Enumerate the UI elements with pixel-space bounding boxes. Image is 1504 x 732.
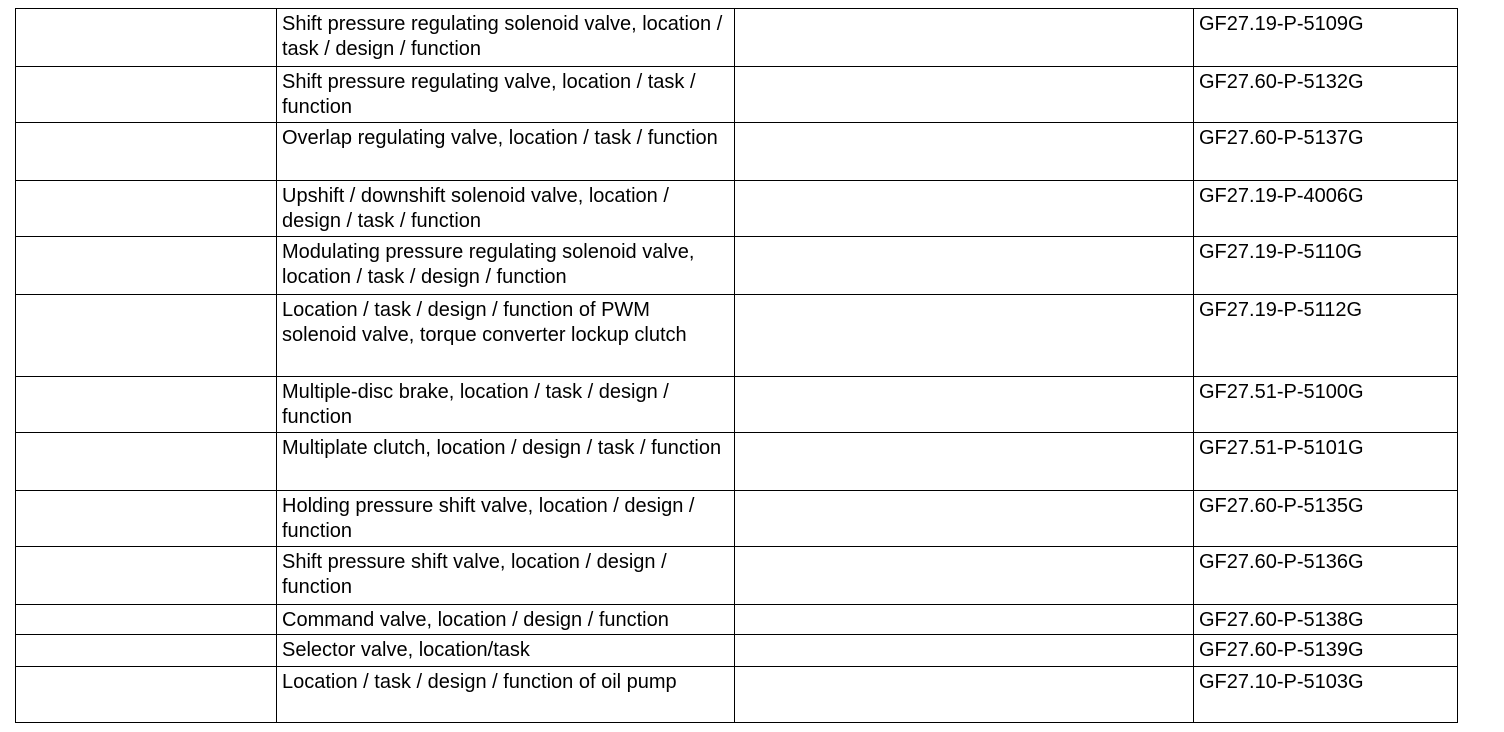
table-row <box>16 181 1458 237</box>
table-cell-code: GF27.51-P-5101G <box>1194 433 1458 491</box>
table-row <box>16 605 1458 635</box>
table-row <box>16 9 1458 67</box>
table-cell-blank <box>735 67 1194 123</box>
table-cell-code: GF27.60-P-5132G <box>1194 67 1458 123</box>
table-cell-blank <box>16 123 277 181</box>
table-cell-description: Location / task / design / function of PWM solenoid valve, torque converter lockup clutch <box>277 295 735 377</box>
table-cell-code: GF27.19-P-5112G <box>1194 295 1458 377</box>
table-cell-blank <box>16 433 277 491</box>
table-cell-blank <box>735 9 1194 67</box>
table-cell-code: GF27.60-P-5138G <box>1194 605 1458 635</box>
table-cell-blank <box>16 605 277 635</box>
table-row <box>16 491 1458 547</box>
table-cell-blank <box>16 9 277 67</box>
table-cell-description: Selector valve, location/task <box>277 635 735 667</box>
table-cell-description: Command valve, location / design / function <box>277 605 735 635</box>
table-cell-blank <box>735 491 1194 547</box>
table-row <box>16 377 1458 433</box>
table-cell-blank <box>735 635 1194 667</box>
table-cell-blank <box>16 181 277 237</box>
table-cell-description: Shift pressure regulating valve, location / task / function <box>277 67 735 123</box>
document-table-body <box>16 9 1458 723</box>
table-cell-blank <box>16 295 277 377</box>
table-cell-description: Modulating pressure regulating solenoid valve, location / task / design / function <box>277 237 735 295</box>
table-cell-blank <box>735 667 1194 723</box>
table-row <box>16 547 1458 605</box>
table-cell-code: GF27.60-P-5137G <box>1194 123 1458 181</box>
table-row <box>16 123 1458 181</box>
table-cell-description: Upshift / downshift solenoid valve, location / design / task / function <box>277 181 735 237</box>
table-cell-code: GF27.19-P-5109G <box>1194 9 1458 67</box>
table-cell-blank <box>735 605 1194 635</box>
table-cell-description: Shift pressure regulating solenoid valve, location / task / design / function <box>277 9 735 67</box>
table-cell-blank <box>735 123 1194 181</box>
table-row <box>16 67 1458 123</box>
table-cell-blank <box>735 295 1194 377</box>
table-row <box>16 433 1458 491</box>
table-cell-description: Overlap regulating valve, location / task / function <box>277 123 735 181</box>
table-cell-code: GF27.60-P-5136G <box>1194 547 1458 605</box>
table-cell-blank <box>735 433 1194 491</box>
table-cell-code: GF27.60-P-5139G <box>1194 635 1458 667</box>
table-cell-blank <box>16 547 277 605</box>
table-cell-code: GF27.10-P-5103G <box>1194 667 1458 723</box>
table-cell-description: Holding pressure shift valve, location / design / function <box>277 491 735 547</box>
document-table <box>15 8 1458 723</box>
table-cell-blank <box>16 667 277 723</box>
table-row <box>16 237 1458 295</box>
table-cell-code: GF27.60-P-5135G <box>1194 491 1458 547</box>
table-cell-blank <box>16 635 277 667</box>
table-row <box>16 667 1458 723</box>
table-cell-blank <box>16 237 277 295</box>
table-cell-blank <box>735 181 1194 237</box>
table-cell-description: Shift pressure shift valve, location / design / function <box>277 547 735 605</box>
table-cell-description: Multiplate clutch, location / design / task / function <box>277 433 735 491</box>
table-cell-description: Multiple-disc brake, location / task / design / function <box>277 377 735 433</box>
table-cell-blank <box>16 491 277 547</box>
table-cell-description: Location / task / design / function of oil pump <box>277 667 735 723</box>
table-row <box>16 635 1458 667</box>
table-cell-code: GF27.51-P-5100G <box>1194 377 1458 433</box>
table-cell-blank <box>735 377 1194 433</box>
table-row <box>16 295 1458 377</box>
table-cell-blank <box>735 547 1194 605</box>
table-cell-blank <box>16 377 277 433</box>
table-cell-code: GF27.19-P-4006G <box>1194 181 1458 237</box>
table-cell-code: GF27.19-P-5110G <box>1194 237 1458 295</box>
table-cell-blank <box>16 67 277 123</box>
table-cell-blank <box>735 237 1194 295</box>
